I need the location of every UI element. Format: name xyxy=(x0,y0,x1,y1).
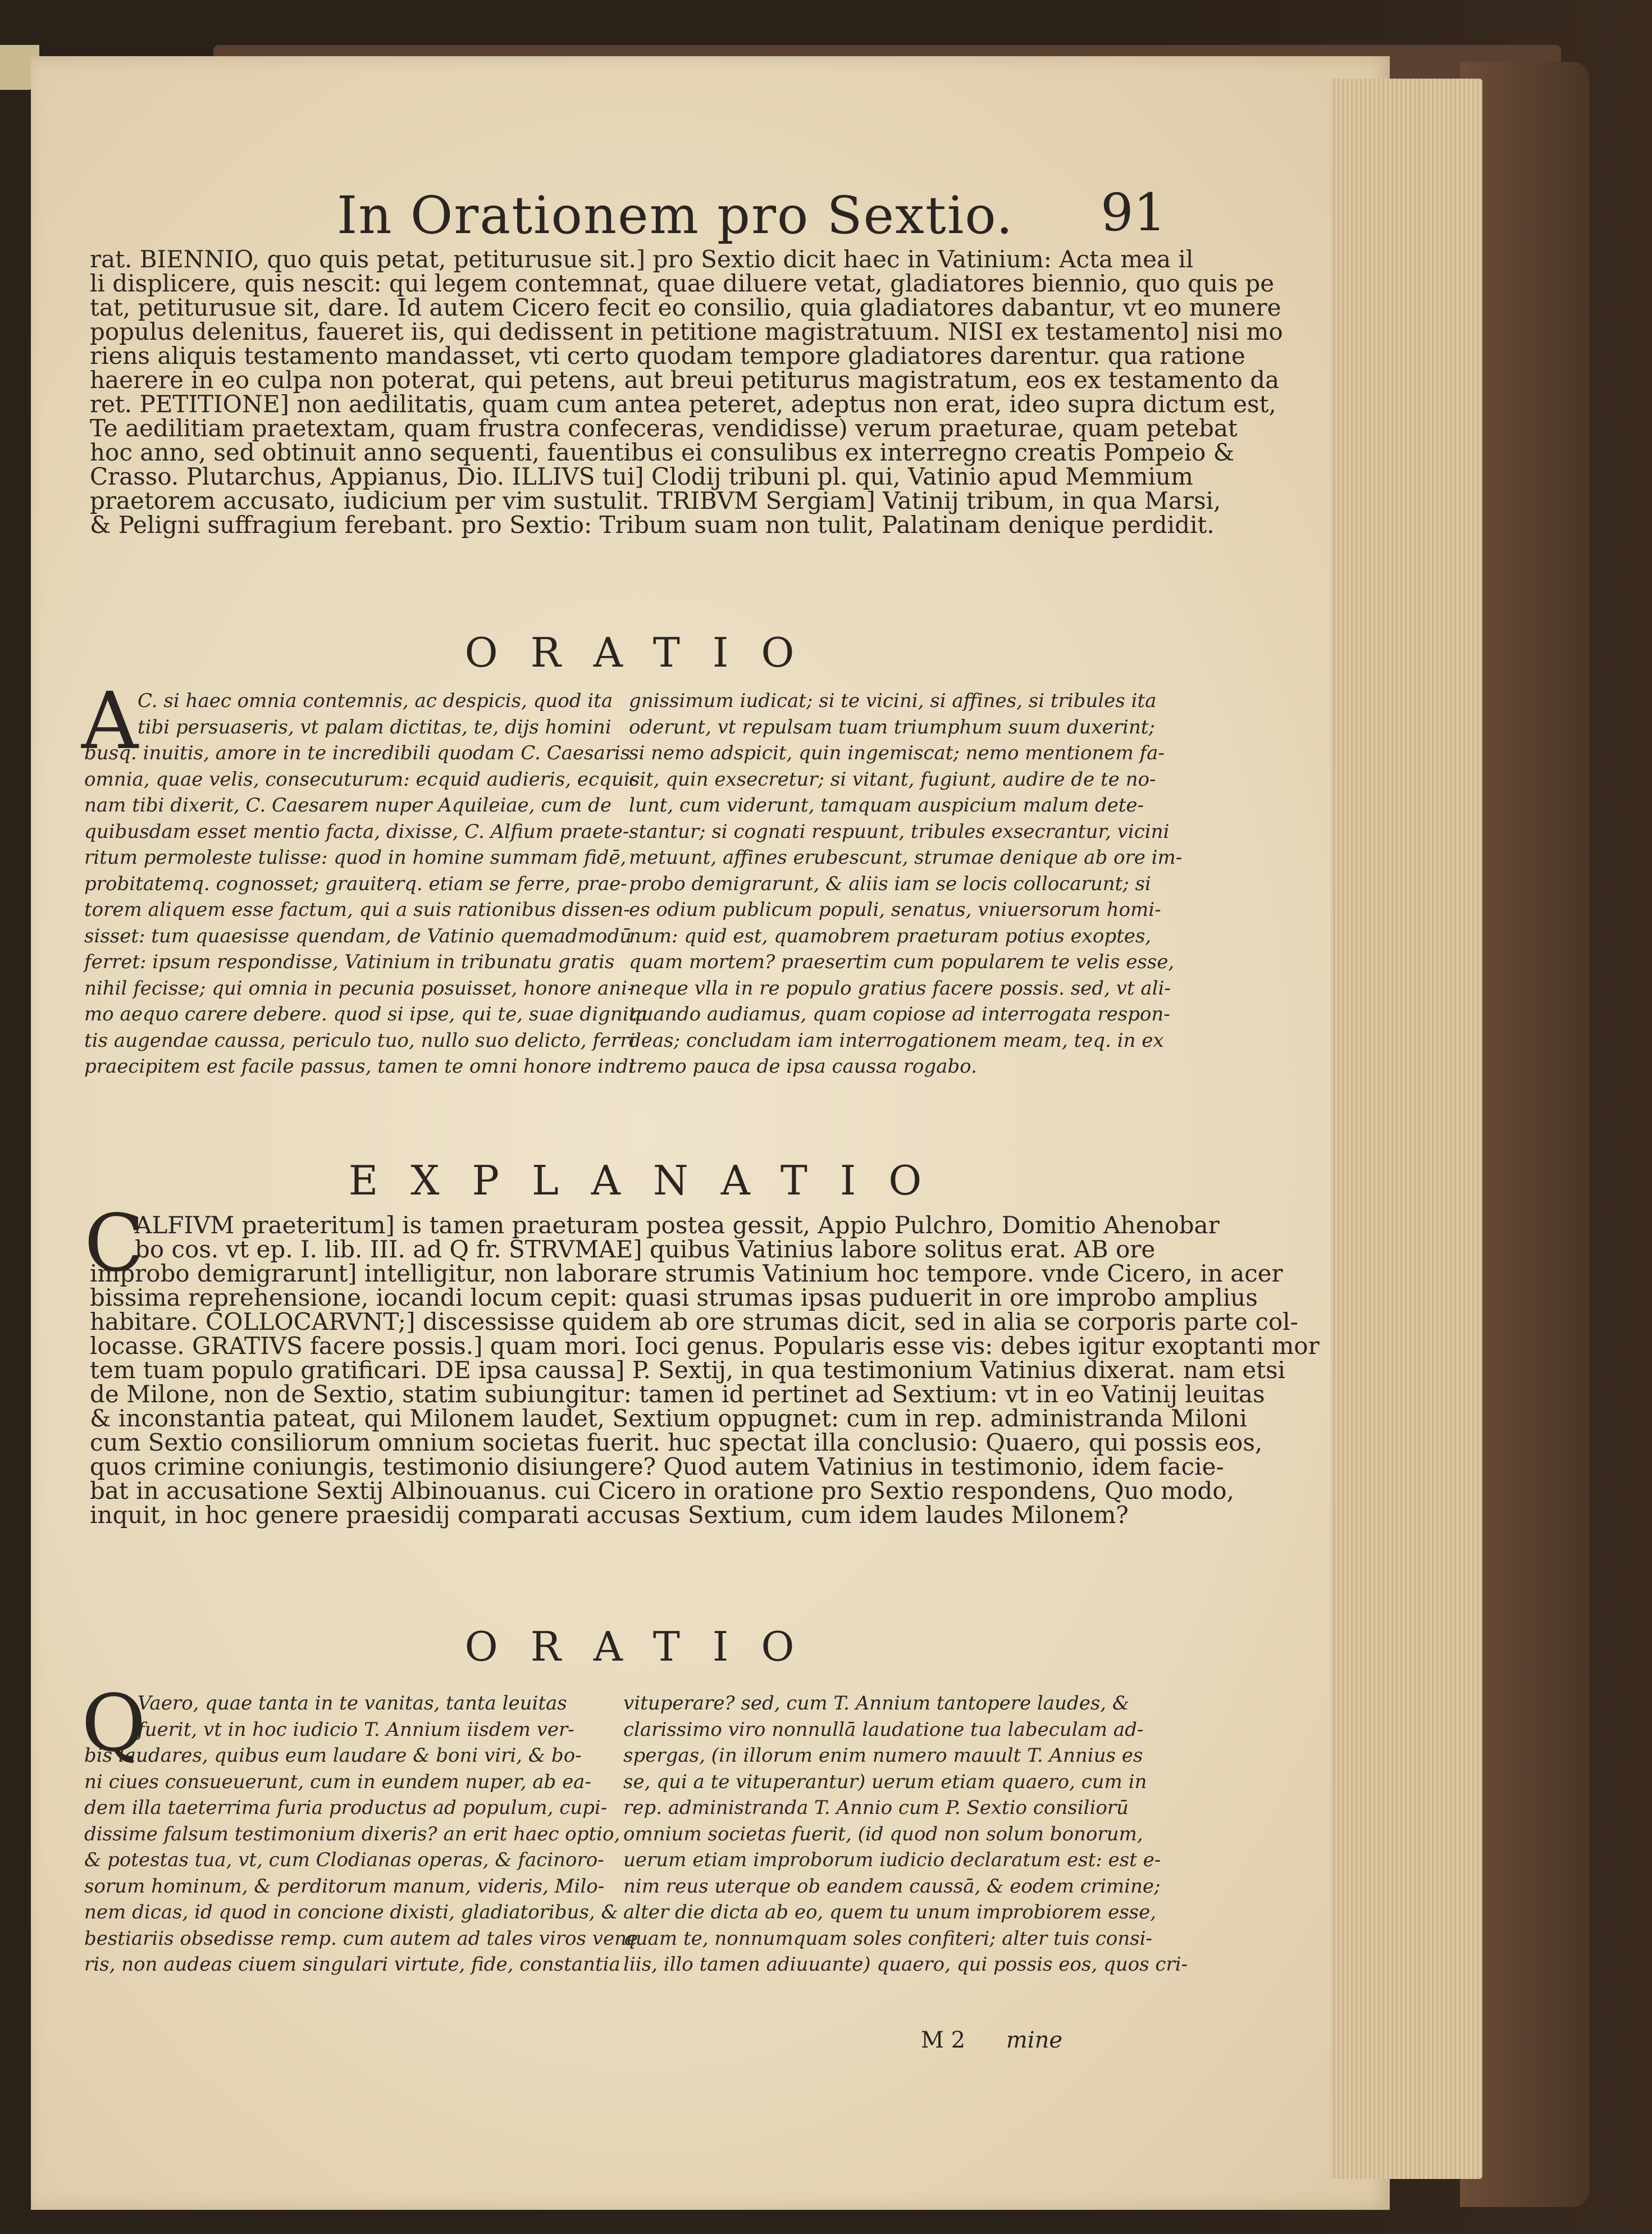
oratio-line: sorum hominum, & perditorum manum, videris, Milo- xyxy=(84,1875,605,1898)
oratio-line: & potestas tua, vt, cum Clodianas operas, & facinoro- xyxy=(84,1849,604,1871)
heading-explanatio: EXPLANATIO xyxy=(348,1157,955,1204)
commentary-line: li displicere, quis nescit: qui legem contemnat, quae diluere vetat, gladiatores biennio, quo quis pe xyxy=(90,270,1275,297)
drop-cap: Q xyxy=(81,1678,146,1770)
oratio-line: C. si haec omnia contemnis, ac despicis, quod ita xyxy=(138,690,613,712)
catchword-line xyxy=(921,2027,1202,2053)
commentary-line: riens aliquis testamento mandasset, vti certo quodam tempore gladiatores darentur. qua ratione xyxy=(90,342,1245,370)
drop-cap: A xyxy=(81,676,139,767)
heading-oratio-1: ORATIO xyxy=(464,629,827,676)
commentary-line: ret. PETITIONE] non aedilitatis, quam cum antea peteret, adeptus non erat, ideo supra dictum est, xyxy=(90,390,1276,418)
catchword: mine xyxy=(1006,2027,1062,2053)
commentary-line: rat. BIENNIO, quo quis petat, petiturusue sit.] pro Sextio dicit haec in Vatinium: Acta mea il xyxy=(90,245,1194,273)
oratio-line: torem aliquem esse factum, qui a suis rationibus dissen- xyxy=(84,899,630,921)
oratio-line: quibusdam esset mentio facta, dixisse, C. Alfium praete- xyxy=(84,820,629,843)
oratio-line: dissime falsum testimonium dixeris? an erit haec optio, xyxy=(84,1822,620,1845)
commentary-line: Crasso. Plutarchus, Appianus, Dio. ILLIVS tui] Clodij tribuni pl. qui, Vatinio apud Memmium xyxy=(90,463,1193,490)
running-head-title: In Orationem pro Sextio. xyxy=(337,185,1014,245)
explanatio-line: habitare. COLLOCARVNT;] discessisse quidem ab ore strumas dicit, sed in alia se corporis parte col- xyxy=(90,1308,1298,1335)
oratio-line: nam tibi dixerit, C. Caesarem nuper Aquileiae, cum de xyxy=(84,794,612,817)
explanatio-line: inquit, in hoc genere praesidij comparati accusas Sextium, cum idem laudes Milonem? xyxy=(90,1501,1129,1529)
oratio-line: lunt, cum viderunt, tamquam auspicium malum dete- xyxy=(629,794,1144,817)
explanatio-line: tem tuam populo gratificari. DE ipsa caussa] P. Sextij, in qua testimonium Vatinius dixerat. nam etsi xyxy=(90,1356,1285,1384)
commentary-line: & Peligni suffragium ferebant. pro Sextio: Tribum suam non tulit, Palatinam denique perdidit. xyxy=(90,511,1215,539)
oratio-line: mo aequo carere debere. quod si ipse, qui te, suae dignita xyxy=(84,1003,648,1025)
explanatio-line: de Milone, non de Sextio, statim subiungitur: tamen id pertinet ad Sextium: vt in eo Vatinij leuitas xyxy=(90,1380,1265,1408)
oratio-line: probo demigrarunt, & aliis iam se locis collocarunt; si xyxy=(629,872,1151,895)
explanatio-line: ALFIVM praeteritum] is tamen praeturam postea gessit, Appio Pulchro, Domitio Ahenobar xyxy=(135,1211,1220,1239)
oratio-line: metuunt, affines erubescunt, strumae denique ab ore im- xyxy=(629,846,1183,869)
oratio-line: deas; concludam iam interrogationem meam, teq. in ex xyxy=(629,1029,1164,1052)
explanatio-line: bo cos. vt ep. I. lib. III. ad Q fr. STRVMAE] quibus Vatinius labore solitus erat. AB ore xyxy=(135,1235,1156,1263)
oratio-line: neque vlla in re populo gratius facere possis. sed, vt ali- xyxy=(629,977,1171,1000)
oratio-line: uerum etiam improborum iudicio declaratum est: est e- xyxy=(623,1849,1161,1871)
explanatio-line: locasse. GRATIVS facere possis.] quam mori. Ioci genus. Popularis esse vis: debes igitur exoptanti mor xyxy=(90,1332,1320,1360)
oratio-line: si nemo adspicit, quin ingemiscat; nemo mentionem fa- xyxy=(629,742,1165,764)
page-edges xyxy=(1331,79,1482,2179)
explanatio-line: bat in accusatione Sextij Albinouanus. cui Cicero in oratione pro Sextio respondens, Quo modo, xyxy=(90,1477,1234,1504)
oratio-line: Vaero, quae tanta in te vanitas, tanta leuitas xyxy=(138,1692,567,1715)
oratio-line: busq. inuitis, amore in te incredibili quodam C. Caesaris xyxy=(84,742,631,764)
oratio-line: ritum permoleste tulisse: quod in homine summam fidē, xyxy=(84,846,627,869)
oratio-line: bestiariis obsedisse remp. cum autem ad tales viros vene xyxy=(84,1927,638,1950)
oratio-line: bis laudares, quibus eum laudare & boni viri, & bo- xyxy=(84,1744,582,1767)
explanatio-line: improbo demigrarunt] intelligitur, non laborare strumis Vatinium hoc tempore. vnde Cicero, in acer xyxy=(90,1260,1283,1287)
oratio-line: ferret: ipsum respondisse, Vatinium in tribunatu gratis xyxy=(84,951,615,973)
explanatio-block xyxy=(84,1198,1320,1529)
oratio-line: stantur; si cognati respuunt, tribules exsecrantur, vicini xyxy=(629,820,1170,843)
oratio-line: es odium publicum populi, senatus, vniuersorum homi- xyxy=(629,899,1161,921)
oratio-line: omnium societas fuerit, (id quod non solum bonorum, xyxy=(623,1822,1143,1845)
oratio-line: tis augendae caussa, periculo tuo, nullo suo delicto, ferri xyxy=(84,1029,636,1052)
oratio-line: tremo pauca de ipsa caussa rogabo. xyxy=(629,1055,977,1078)
oratio-line: omnia, quae velis, consecuturum: ecquid audieris, ecquis xyxy=(84,768,640,791)
oratio-line: tibi persuaseris, vt palam dictitas, te, dijs homini xyxy=(138,715,611,738)
oratio-line: clarissimo viro nonnullā laudatione tua labeculam ad- xyxy=(623,1718,1144,1741)
oratio-line: nim reus uterque ob eandem caussā, & eodem crimine; xyxy=(623,1875,1161,1898)
oratio-line: nihil fecisse; qui omnia in pecunia posuisset, honore ani- xyxy=(84,977,634,1000)
oratio-2-left-column xyxy=(81,1678,638,1978)
oratio-1-left-column xyxy=(81,676,648,1080)
oratio-line: quam mortem? praesertim cum popularem te velis esse, xyxy=(629,951,1175,973)
oratio-line: praecipitem est facile passus, tamen te omni honore indi xyxy=(84,1055,635,1078)
oratio-line: sisset: tum quaesisse quendam, de Vatinio quemadmodū xyxy=(84,924,632,947)
oratio-line: dem illa taeterrima furia productus ad populum, cupi- xyxy=(84,1797,608,1819)
oratio-line: quando audiamus, quam copiose ad interrogata respon- xyxy=(629,1003,1170,1025)
oratio-line: cit, quin exsecretur; si vitant, fugiunt, audire de te no- xyxy=(629,768,1156,791)
oratio-line: ris, non audeas ciuem singulari virtute, fide, constantia xyxy=(84,1953,620,1976)
oratio-line: fuerit, vt in hoc iudicio T. Annium iisdem ver- xyxy=(138,1718,574,1741)
commentary-line: praetorem accusato, iudicium per vim sustulit. TRIBVM Sergiam] Vatinij tribum, in qua Marsi, xyxy=(90,487,1221,514)
oratio-line: vituperare? sed, cum T. Annium tantopere laudes, & xyxy=(623,1692,1130,1715)
commentary-line: haerere in eo culpa non poterat, qui petens, aut breui petiturus magistratum, eos ex testamento da xyxy=(90,366,1280,394)
explanatio-line: cum Sextio consiliorum omnium societas fuerit. huc spectat illa conclusio: Quaero, qui possis eos, xyxy=(90,1429,1263,1456)
oratio-2-right-column xyxy=(623,1690,1188,1978)
oratio-line: alter die dicta ab eo, quem tu unum improbiorem esse, xyxy=(623,1901,1157,1923)
commentary-line: tat, petiturusue sit, dare. Id autem Cicero fecit eo consilio, quia gladiatores dabantur, vt eo munere xyxy=(90,294,1281,321)
running-head xyxy=(314,183,1167,247)
oratio-line: ni ciues consueuerunt, cum in eundem nuper, ab ea- xyxy=(84,1770,591,1793)
oratio-line: num: quid est, quamobrem praeturam potius exoptes, xyxy=(629,924,1152,947)
heading-oratio-2: ORATIO xyxy=(464,1623,827,1670)
oratio-line: probitatemq. cognosset; grauiterq. etiam se ferre, prae- xyxy=(84,872,627,895)
oratio-line: quam te, nonnumquam soles confiteri; alter tuis consi- xyxy=(623,1927,1152,1950)
oratio-line: se, qui a te vituperantur) uerum etiam quaero, cum in xyxy=(623,1770,1147,1793)
oratio-line: gnissimum iudicat; si te vicini, si affines, si tribules ita xyxy=(629,690,1157,712)
signature-mark: M 2 xyxy=(921,2027,966,2053)
commentary-line: hoc anno, sed obtinuit anno sequenti, fauentibus ei consulibus ex interregno creatis Pompeio & xyxy=(90,439,1235,466)
commentary-block xyxy=(90,245,1283,539)
explanatio-line: & inconstantia pateat, qui Milonem laudet, Sextium oppugnet: cum in rep. administranda Miloni xyxy=(90,1405,1247,1432)
explanatio-line: bissima reprehensione, iocandi locum cepit: quasi strumas ipsas puduerit in ore improbo amplius xyxy=(90,1284,1258,1311)
explanatio-line: quos crimine coniungis, testimonio disiungere? Quod autem Vatinius in testimonio, idem facie- xyxy=(90,1453,1224,1480)
oratio-line: liis, illo tamen adiuuante) quaero, qui possis eos, quos cri- xyxy=(623,1953,1188,1976)
oratio-line: nem dicas, id quod in concione dixisti, gladiatoribus, & xyxy=(84,1901,618,1923)
oratio-1-right-column xyxy=(629,688,1183,1080)
drop-cap: C xyxy=(84,1198,145,1289)
commentary-line: Te aedilitiam praetextam, quam frustra confeceras, vendidisse) verum praeturae, quam petebat xyxy=(90,414,1238,442)
oratio-line: spergas, (in illorum enim numero mauult T. Annius es xyxy=(623,1744,1143,1767)
page-number: 91 xyxy=(1101,183,1167,243)
oratio-line: rep. administranda T. Annio cum P. Sextio consiliorū xyxy=(623,1797,1129,1819)
oratio-line: oderunt, vt repulsam tuam triumphum suum duxerint; xyxy=(629,715,1155,738)
commentary-line: populus delenitus, faueret iis, qui dedissent in petitione magistratuum. NISI ex testamento] nisi mo xyxy=(90,318,1283,345)
